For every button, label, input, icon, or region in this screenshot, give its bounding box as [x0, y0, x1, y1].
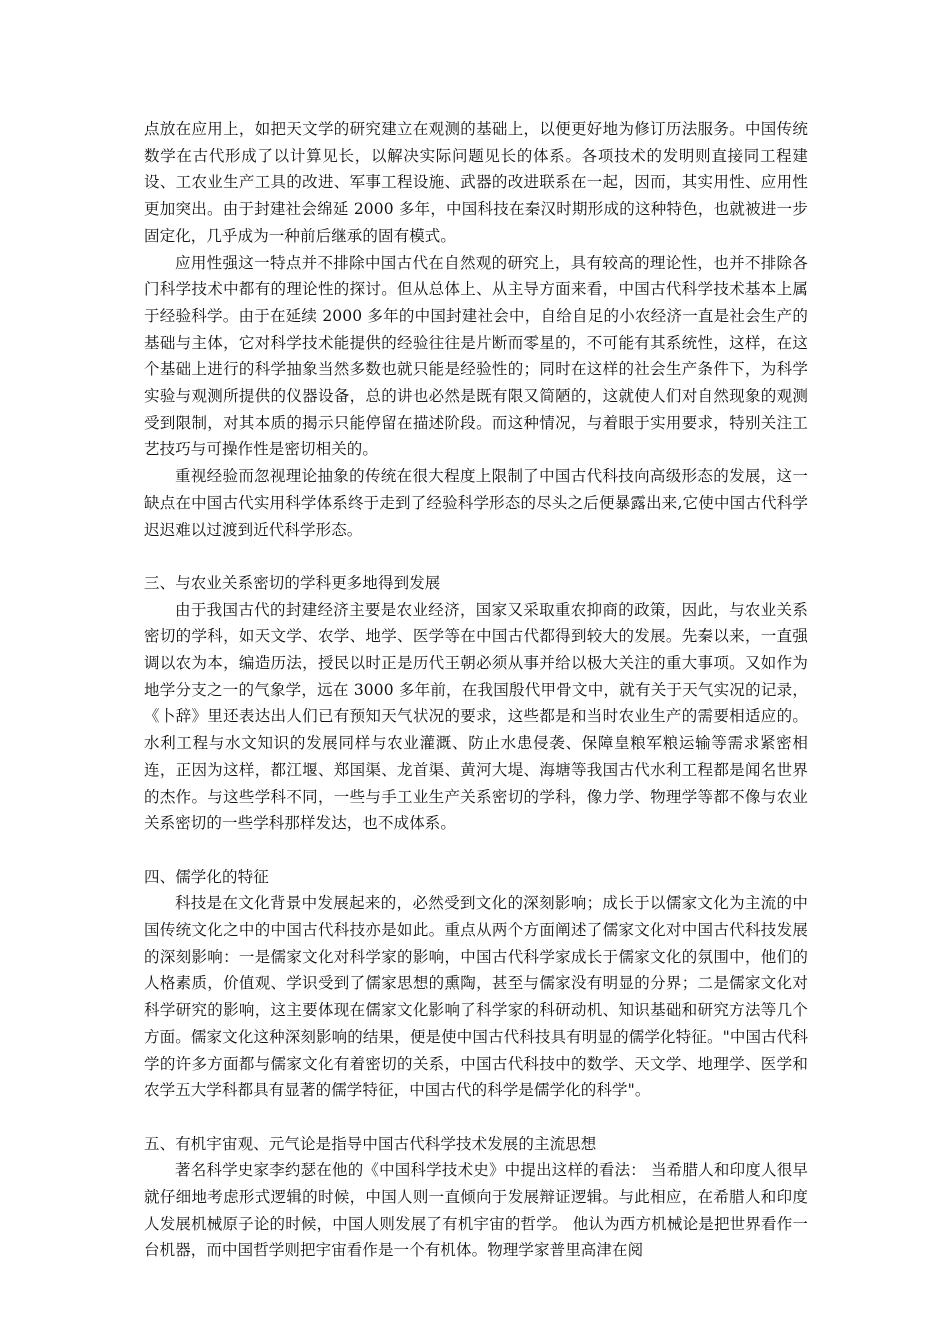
paragraph-organic-cosmology: 著名科学史家李约瑟在他的《中国科学技术史》中提出这样的看法： 当希腊人和印度人很早就仔细地考虑形式逻辑的时候，中国人则一直倾向于发展辩证逻辑。与此相应，在希腊人和印度人发展机械原子论的时候，中国人则发展了有机宇宙的哲学。 他认为西方机械论是把世界看作一台机器，而中国哲学则把宇宙看作是一个有机体。物理学家普里高津在阅	[144, 1161, 808, 1260]
paragraph-theory-limitation: 重视经验而忽视理论抽象的传统在很大程度上限制了中国古代科技向高级形态的发展，这一缺点在中国古代实用科学体系终于走到了经验科学形态的尽头之后便暴露出来,它使中国古代科学迟迟难以过渡到近代科学形态。	[144, 467, 808, 539]
paragraph-applied-focus: 点放在应用上，如把天文学的研究建立在观测的基础上，以便更好地为修订历法服务。中国传统数学在古代形成了以计算见长，以解决实际问题见长的体系。各项技术的发明则直接同工程建设、工农业生产工具的改进、军事工程设施、武器的改进联系在一起，因而，其实用性、应用性更加突出。由于封建社会绵延 2000 多年，中国科技在秦汉时期形成的这种特色，也就被进一步固定化，几乎成为一种前后继承的固有模式。	[144, 120, 808, 245]
section-heading-agriculture: 三、与农业关系密切的学科更多地得到发展	[144, 573, 441, 592]
section-heading-confucian: 四、儒学化的特征	[144, 867, 269, 886]
paragraph-spacer	[144, 543, 808, 570]
paragraph-spacer	[144, 1104, 808, 1131]
document-body	[144, 116, 808, 1264]
paragraph-agriculture: 由于我国古代的封建经济主要是农业经济，国家又采取重农抑商的政策，因此，与农业关系密切的学科，如天文学、农学、地学、医学等在中国古代都得到较大的发展。先秦以来，一直强调以农为本，编造历法，授民以时正是历代王朝必须从事并给以极大关注的重大事项。又如作为地学分支之一的气象学，远在 3000 多年前，在我国殷代甲骨文中，就有关于天气实况的记录，《卜辞》里还表达出人们已有预知天气状况的要求，这些都是和当时农业生产的需要相适应的。水利工程与水文知识的发展同样与农业灌溉、防止水患侵袭、保障皇粮军粮运输等需求紧密相连，正因为这样，都江堰、郑国渠、龙首渠、黄河大堤、海塘等我国古代水利工程都是闻名世界的杰作。与这些学科不同，一些与手工业生产关系密切的学科，像力学、物理学等都不像与农业关系密切的一些学科那样发达，也不成体系。	[144, 600, 808, 833]
paragraph-empirical-science: 应用性强这一特点并不排除中国古代在自然观的研究上，具有较高的理论性，也并不排除各门科学技术中都有的理论性的探讨。但从总体上、从主导方面来看，中国古代科学技术基本上属于经验科学。由于在延续 2000 多年的中国封建社会中，自给自足的小农经济一直是社会生产的基础与主体，它对科学技术能提供的经验往往是片断而零星的，不可能有其系统性，这样，在这个基础上进行的科学抽象当然多数也就只能是经验性的；同时在这样的社会生产条件下，为科学实验与观测所提供的仪器设备，总的讲也必然是既有限又简陋的，这就使人们对自然现象的观测受到限制，对其本质的揭示只能停留在描述阶段。而这种情况，与着眼于实用要求，特别关注工艺技巧与可操作性是密切相关的。	[144, 253, 808, 459]
section-heading-organic-cosmology: 五、有机宇宙观、元气论是指导中国古代科学技术发展的主流思想	[144, 1134, 597, 1153]
paragraph-confucian: 科技是在文化背景中发展起来的，必然受到文化的深刻影响；成长于以儒家文化为主流的中国传统文化之中的中国古代科技亦是如此。重点从两个方面阐述了儒家文化对中国古代科技发展的深刻影响：一是儒家文化对科学家的影响，中国古代科学家成长于儒家文化的氛围中，他们的人格素质，价值观、学识受到了儒家思想的熏陶，甚至与儒家没有明显的分界；二是儒家文化对科学研究的影响，这主要体现在儒家文化影响了科学家的科研动机、知识基础和研究方法等几个方面。儒家文化这种深刻影响的结果，便是使中国古代科技具有明显的儒学化特征。"中国古代科学的许多方面都与儒家文化有着密切的关系，中国古代科技中的数学、天文学、地理学、医学和农学五大学科都具有显著的儒学特征，中国古代的科学是儒学化的科学"。	[144, 894, 808, 1100]
paragraph-spacer	[144, 837, 808, 864]
